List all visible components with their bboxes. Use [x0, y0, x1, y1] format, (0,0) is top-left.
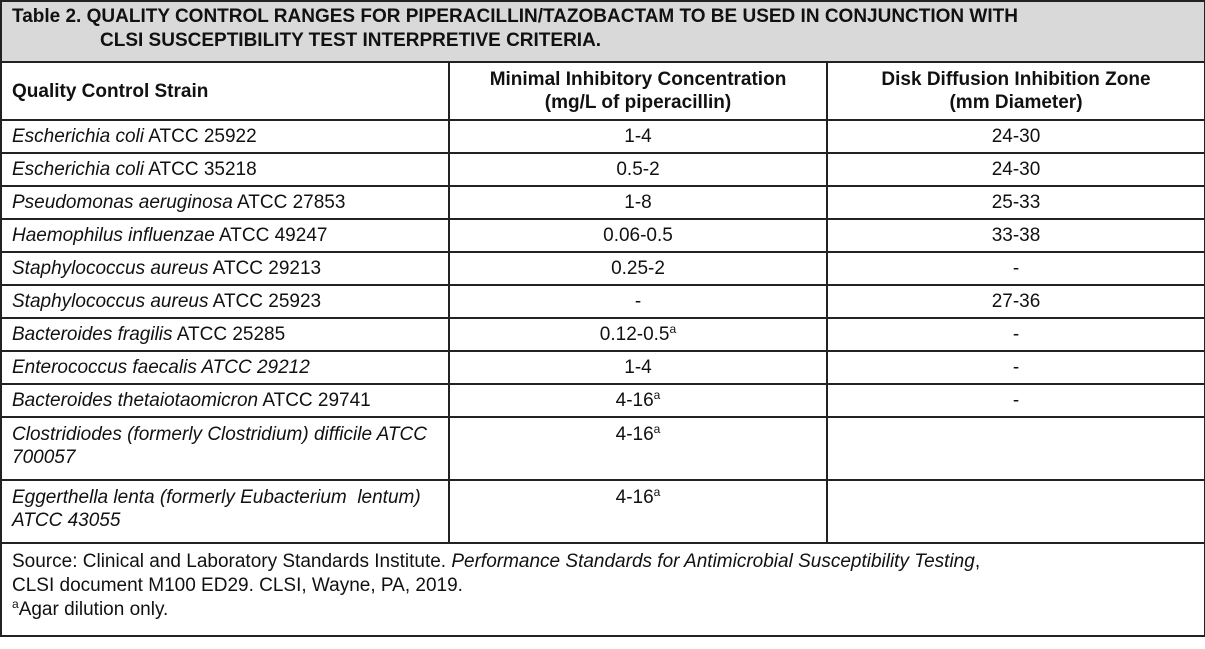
strain-id: ATCC 49247 — [214, 225, 328, 246]
mic-footnote: a — [653, 485, 661, 499]
disk-cell: - — [827, 252, 1205, 285]
mic-value: - — [634, 291, 642, 312]
table-title-line2: CLSI SUSCEPTIBILITY TEST INTERPRETIVE CRITERIA. — [100, 30, 602, 51]
footnote-text: Agar dilution only. — [18, 599, 169, 620]
disk-cell: 27-36 — [827, 285, 1205, 318]
table-footer — [1, 543, 1205, 636]
header-disk — [827, 62, 1205, 120]
mic-value: 4-16 — [615, 424, 654, 445]
header-strain: Quality Control Strain — [1, 62, 449, 120]
header-disk-line1: Disk Diffusion Inhibition Zone — [881, 69, 1151, 90]
table-title-line1: Table 2. QUALITY CONTROL RANGES FOR PIPERACILLIN/TAZOBACTAM TO BE USED IN CONJUNCTION WITH — [12, 6, 1018, 27]
mic-value: 0.12-0.5 — [599, 324, 670, 345]
strain-species: Staphylococcus aureus — [12, 258, 209, 279]
strain-cell — [1, 417, 449, 480]
disk-cell: - — [827, 384, 1205, 417]
strain-id: ATCC 25923 — [208, 291, 322, 312]
source-suffix: , — [974, 551, 981, 572]
strain-id: ATCC 25285 — [172, 324, 286, 345]
strain-cell — [1, 252, 449, 285]
disk-cell: 24-30 — [827, 153, 1205, 186]
footnote-marker: a — [12, 597, 19, 611]
mic-cell — [449, 186, 827, 219]
table-row — [1, 384, 1205, 417]
mic-value: 4-16 — [615, 390, 654, 411]
mic-cell — [449, 219, 827, 252]
disk-cell: 33-38 — [827, 219, 1205, 252]
table-row — [1, 219, 1205, 252]
header-disk-line2: (mm Diameter) — [949, 92, 1083, 113]
table-row — [1, 186, 1205, 219]
strain-cell — [1, 120, 449, 153]
mic-cell — [449, 384, 827, 417]
strain-species: Escherichia coli — [12, 159, 144, 180]
mic-value: 1-8 — [624, 192, 652, 213]
strain-cell — [1, 219, 449, 252]
header-mic-line1: Minimal Inhibitory Concentration — [489, 69, 787, 90]
table-row — [1, 417, 1205, 480]
strain-species: Enterococcus faecalis ATCC 29212 — [12, 357, 310, 378]
mic-footnote: a — [669, 322, 677, 336]
disk-cell — [827, 480, 1205, 543]
strain-cell — [1, 285, 449, 318]
strain-cell — [1, 480, 449, 543]
mic-footnote: a — [653, 388, 661, 402]
mic-cell — [449, 417, 827, 480]
table-row — [1, 153, 1205, 186]
mic-cell — [449, 120, 827, 153]
mic-value: 4-16 — [615, 487, 654, 508]
strain-id: ATCC 35218 — [144, 159, 257, 180]
strain-species: Eggerthella lenta (formerly Eubacterium lentum) ATCC 43055 — [12, 487, 421, 531]
table-title — [1, 1, 1205, 62]
strain-cell — [1, 351, 449, 384]
strain-species: Bacteroides fragilis — [12, 324, 173, 345]
strain-species: Bacteroides thetaiotaomicron — [12, 390, 259, 411]
mic-cell — [449, 285, 827, 318]
table-row — [1, 285, 1205, 318]
header-mic — [449, 62, 827, 120]
strain-species: Clostridiodes (formerly Clostridium) difficile ATCC 700057 — [12, 424, 427, 468]
disk-cell: - — [827, 318, 1205, 351]
header-mic-line2: (mg/L of piperacillin) — [544, 92, 732, 113]
strain-cell — [1, 318, 449, 351]
mic-cell — [449, 252, 827, 285]
source-text: Source: Clinical and Laboratory Standards Institute. — [12, 551, 452, 572]
mic-cell — [449, 480, 827, 543]
strain-id: ATCC 27853 — [232, 192, 346, 213]
mic-value: 0.5-2 — [616, 159, 660, 180]
table-row — [1, 252, 1205, 285]
strain-cell — [1, 186, 449, 219]
strain-cell — [1, 384, 449, 417]
mic-value: 1-4 — [624, 357, 652, 378]
table-row — [1, 120, 1205, 153]
table-row — [1, 480, 1205, 543]
strain-id: ATCC 29741 — [258, 390, 371, 411]
mic-value: 0.25-2 — [611, 258, 665, 279]
mic-value: 1-4 — [624, 126, 652, 147]
strain-species: Haemophilus influenzae — [12, 225, 215, 246]
mic-cell — [449, 153, 827, 186]
mic-cell — [449, 351, 827, 384]
disk-cell: 25-33 — [827, 186, 1205, 219]
header-row — [1, 62, 1205, 120]
strain-species: Pseudomonas aeruginosa — [12, 192, 233, 213]
mic-footnote: a — [653, 422, 661, 436]
table-row — [1, 351, 1205, 384]
strain-cell — [1, 153, 449, 186]
source-title: Performance Standards for Antimicrobial Susceptibility Testing — [451, 551, 975, 572]
mic-value: 0.06-0.5 — [603, 225, 673, 246]
disk-cell: - — [827, 351, 1205, 384]
strain-id: ATCC 29213 — [208, 258, 322, 279]
strain-species: Staphylococcus aureus — [12, 291, 209, 312]
strain-id: ATCC 25922 — [144, 126, 257, 147]
table-row — [1, 318, 1205, 351]
strain-species: Escherichia coli — [12, 126, 144, 147]
source-line2: CLSI document M100 ED29. CLSI, Wayne, PA, 2019. — [12, 575, 463, 596]
disk-cell — [827, 417, 1205, 480]
disk-cell: 24-30 — [827, 120, 1205, 153]
mic-cell — [449, 318, 827, 351]
